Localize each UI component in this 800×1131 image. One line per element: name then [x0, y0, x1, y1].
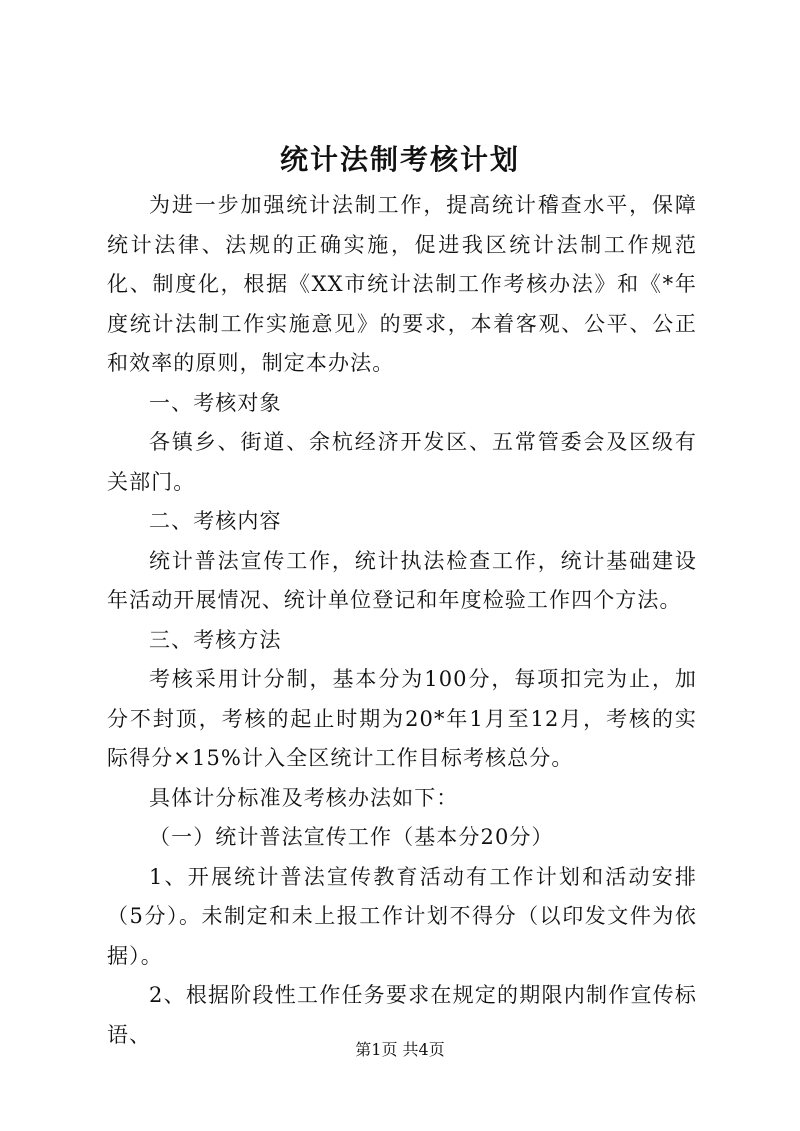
document-title: 统计法制考核计划	[279, 143, 520, 176]
section-heading-assessment-method: 三、考核方法	[149, 627, 282, 652]
item-2-paragraph: 2、根据阶段性工作任务要求在规定的期限内制作宣传标语、	[107, 983, 697, 1047]
assessment-targets-paragraph: 各镇乡、街道、余杭经济开发区、五常管委会及区级有关部门。	[107, 430, 697, 494]
section-heading-assessment-targets: 一、考核对象	[149, 390, 282, 415]
scoring-intro-paragraph: 具体计分标准及考核办法如下：	[149, 785, 459, 810]
item-1-paragraph: 1、开展统计普法宣传教育活动有工作计划和活动安排（5分）。未制定和未上报工作计划不得分（以印发文件为依据）。	[107, 864, 697, 968]
intro-paragraph: 为进一步加强统计法制工作，提高统计稽查水平，保障统计法律、法规的正确实施，促进我区统计法制工作规范化、制度化，根据《XX市统计法制工作考核办法》和《*年度统计法制工作实施意见》的要求，本着客观、公平、公正和效率的原则，制定本办法。	[107, 193, 697, 375]
section-heading-assessment-content: 二、考核内容	[149, 509, 282, 533]
document-body	[107, 186, 697, 1055]
page-number-footer: 第1页 共4页	[355, 1040, 445, 1059]
subsection-heading-publicity: （一）统计普法宣传工作（基本分20分）	[149, 825, 554, 849]
assessment-method-paragraph: 考核采用计分制，基本分为100分，每项扣完为止，加分不封顶，考核的起止时期为20*年1月至12月，考核的实际得分×15%计入全区统计工作目标考核总分。	[107, 667, 697, 770]
assessment-content-paragraph: 统计普法宣传工作，统计执法检查工作，统计基础建设年活动开展情况、统计单位登记和年度检验工作四个方法。	[107, 548, 697, 612]
